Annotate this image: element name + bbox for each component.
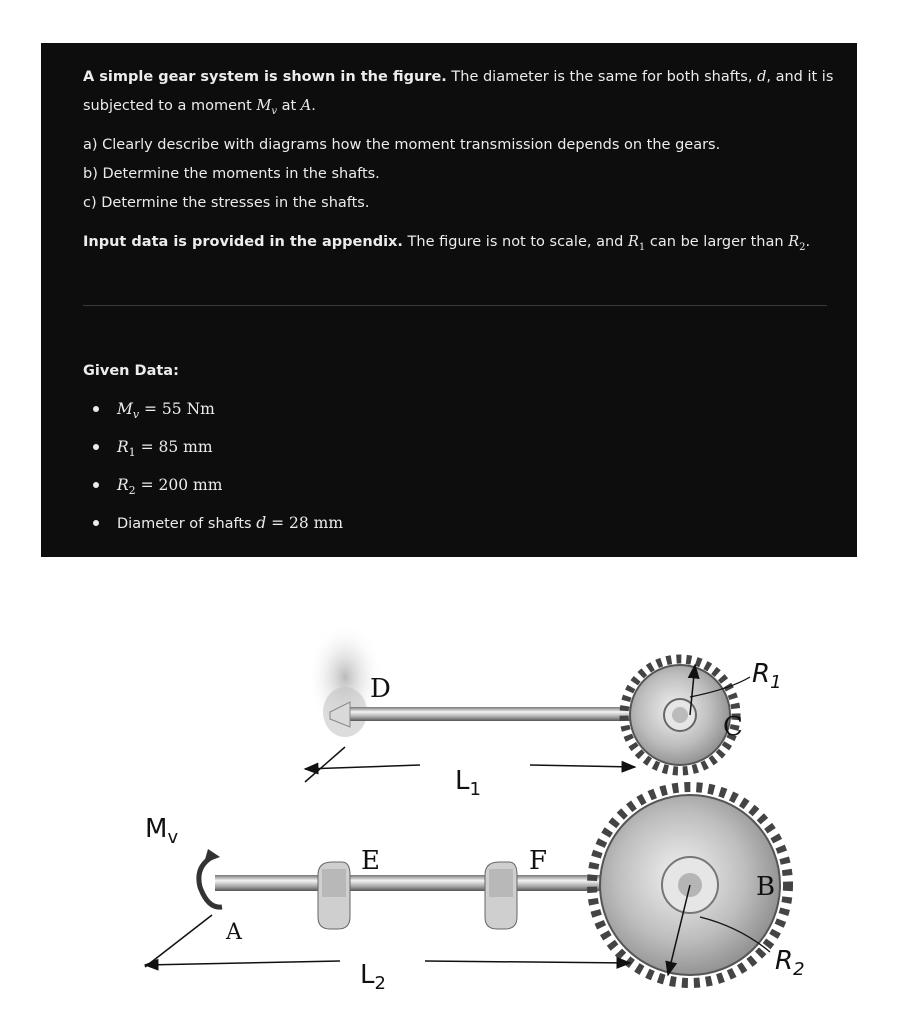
upper-shaft: [345, 707, 645, 721]
problem-panel: [41, 43, 857, 557]
line2-M: M: [256, 98, 272, 114]
bearing-e: [318, 862, 350, 929]
part-c: c) Determine the stresses in the shafts.: [83, 195, 370, 211]
label-e: E: [361, 846, 380, 876]
given-r1-sym: R: [117, 438, 129, 456]
given-mv-sub: v: [132, 408, 140, 422]
line2-at: at: [277, 98, 301, 114]
divider: [83, 305, 827, 306]
given-r1-value: = 85 mm: [135, 438, 213, 456]
label-f: F: [529, 846, 548, 876]
label-c: C: [723, 712, 743, 742]
l1-dim-right: [530, 765, 635, 767]
input-bold: Input data is provided in the appendix.: [83, 234, 403, 250]
label-r2: $R_2$: [775, 946, 805, 980]
gear-figure-svg: [0, 557, 904, 1024]
bullet: [93, 520, 99, 526]
bullet: [93, 406, 99, 412]
input-text: The figure is not to scale, and: [402, 234, 628, 250]
given-r1-sub: 1: [128, 446, 136, 460]
input-mid: can be larger than: [645, 234, 789, 250]
given-r2-sym: R: [117, 476, 129, 494]
given-item-r2: [117, 475, 222, 501]
line2-M-sub: v: [271, 105, 277, 117]
input-end: .: [805, 234, 811, 250]
label-b: B: [756, 872, 776, 902]
label-l2: $L_2$: [360, 960, 386, 994]
l2-extension: [145, 915, 212, 967]
given-r2-value: = 200 mm: [135, 476, 223, 494]
intro-text-end: , and it is: [766, 69, 834, 85]
intro-d: d: [757, 69, 767, 85]
line2-period: .: [311, 98, 316, 114]
given-mv-sym: M: [117, 400, 133, 418]
given-title: Given Data:: [83, 363, 179, 379]
bullet: [93, 444, 99, 450]
intro-line: [83, 67, 833, 87]
label-d: D: [370, 674, 391, 704]
given-item-mv: [117, 399, 215, 425]
given-d-sym: d: [256, 514, 267, 532]
given-item-r1: [117, 437, 213, 463]
gear-system-figure: [0, 557, 904, 1024]
label-a: A: [226, 920, 242, 945]
input-R2-sub: 2: [799, 241, 806, 253]
label-mv: $M_v$: [145, 814, 179, 848]
label-r1: $R_1$: [752, 659, 782, 693]
line2-text: subjected to a moment: [83, 98, 257, 114]
part-b: b) Determine the moments in the shafts.: [83, 166, 380, 182]
intro-text: The diameter is the same for both shafts,: [446, 69, 758, 85]
intro-line-2: [83, 96, 316, 122]
given-d-value: = 28 mm: [266, 514, 344, 532]
part-a: a) Clearly describe with diagrams how the moment transmission depends on the gears.: [83, 137, 721, 153]
given-d-text: Diameter of shafts: [117, 516, 257, 532]
line2-A: A: [300, 98, 312, 114]
given-item-d: [117, 513, 343, 534]
moment-arrow-head: [204, 849, 220, 863]
l2-dim-left: [145, 961, 340, 965]
bullet: [93, 482, 99, 488]
l2-dim-right: [425, 961, 630, 963]
label-l1: $L_1$: [455, 766, 481, 800]
input-R1: R: [628, 234, 639, 250]
gear-c: [624, 659, 736, 771]
input-R1-sub: 1: [638, 241, 646, 253]
bearing-f: [485, 862, 517, 929]
intro-bold: A simple gear system is shown in the figure.: [83, 69, 447, 85]
input-R2: R: [788, 234, 800, 250]
input-line: [83, 232, 810, 258]
l1-extension: [305, 747, 345, 782]
given-mv-value: = 55 Nm: [139, 400, 215, 418]
given-r2-sub: 2: [128, 484, 136, 498]
